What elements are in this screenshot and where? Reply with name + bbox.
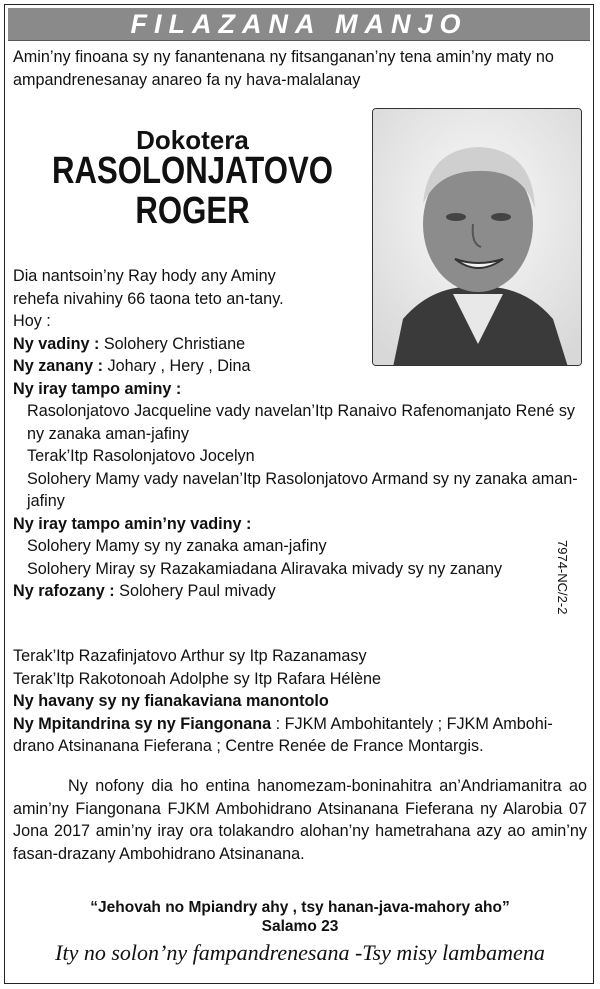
clergy-line: Ny Mpitandrina sy ny Fiangonana : FJKM Ambohitantely ; FJKM Ambohi-drano Atsinanana Fieferana ; Centre Renée de France Montargis. (13, 714, 553, 755)
sibling-2: Terak’Itp Rasolonjatovo Jocelyn (27, 447, 255, 465)
siblings-list (13, 400, 587, 513)
psalm-reference: Salamo 23 (261, 918, 339, 935)
spouse-siblings-list (13, 535, 587, 580)
spouse-siblings-heading: Ny iray tampo amin’ny vadiny : (13, 514, 252, 533)
body-line-2: rehefa nivahiny 66 taona teto an-tany. (13, 289, 284, 308)
children-line: Ny zanany : Johary , Hery , Dina (13, 357, 251, 375)
deceased-firstname: ROGER (135, 190, 250, 232)
spouse-sibling-1: Solohery Mamy sy ny zanaka aman-jafiny (27, 537, 327, 555)
funeral-details: Ny nofony dia ho entina hanomezam-boninahitra an’Andriamanitra ao amin’ny Fiangonana FJKM Ambohidrano Atsinanana Fieferana ny Alarobia 07 Jona 2017 amin’ny iray ora tolakandro alohan’ny hametrahana azy ao amin’ny fasan-drazany Ambohidrano Atsinanana. (13, 777, 587, 863)
notice-header (8, 8, 590, 41)
sibling-1: Rasolonjatovo Jacqueline vady navelan’Itp Ranaivo Rafenomanjato René sy ny zanaka aman-jafiny (27, 402, 576, 443)
body-line-3: Hoy : (13, 312, 51, 330)
in-laws-line: Ny rafozany : Solohery Paul mivady (13, 582, 276, 600)
family-line: Ny havany sy ny fianakaviana manontolo (13, 692, 329, 710)
descendant-line-2: Terak’Itp Rakotonoah Adolphe sy Itp Rafara Hélène (13, 669, 382, 688)
reference-number: 7974-NC/2-2 (555, 540, 570, 615)
header-title: FILAZANA MANJO (130, 8, 468, 39)
spouse-line: Ny vadiny : Solohery Christiane (13, 334, 246, 353)
descendant-line-1: Terak’Itp Razafinjatovo Arthur sy Itp Razanamasy (13, 647, 367, 665)
honorific: Dokotera (136, 125, 249, 155)
intro-text: Amin’ny finoana sy ny fanantenana ny fitsanganan’ny tena amin’ny maty no ampandrenesanay anareo fa ny hava-malalanay (13, 48, 554, 89)
closing-note: Ity no solon’ny fampandrenesana -Tsy misy lambamena (55, 940, 545, 965)
deceased-surname: RASOLONJATOVO (51, 150, 334, 192)
sibling-3: Solohery Mamy vady navelan’Itp Rasolonjatovo Armand sy ny zanaka aman-jafiny (27, 469, 578, 510)
body-line-1: Dia nantsoin’ny Ray hody any Aminy (13, 267, 276, 285)
bible-quote: “Jehovah no Mpiandry ahy , tsy hanan-java-mahory aho” (90, 899, 510, 916)
spouse-sibling-2: Solohery Miray sy Razakamiadana Aliravaka mivady sy ny zanany (27, 559, 503, 578)
siblings-heading: Ny iray tampo aminy : (13, 379, 182, 398)
